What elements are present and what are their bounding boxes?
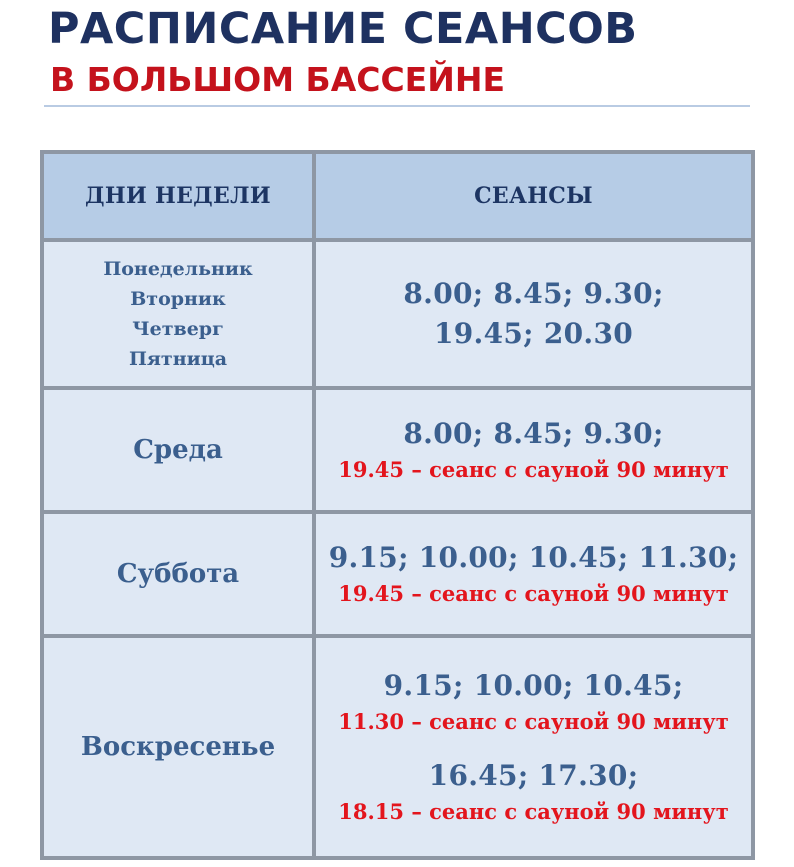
day-wednesday: Среда <box>133 435 223 465</box>
row-1-sessions <box>316 242 751 386</box>
day-thursday: Четверг <box>132 318 224 340</box>
row-2-sessions <box>316 390 751 510</box>
page-title: РАСПИСАНИЕ СЕАНСОВ <box>48 4 638 54</box>
row-3-sessions <box>316 514 751 634</box>
header-sessions-label: СЕАНСЫ <box>474 183 593 209</box>
session-times: 8.00; 8.45; 9.30; <box>403 417 664 450</box>
day-saturday: Суббота <box>116 559 240 589</box>
row-2-days <box>44 390 312 510</box>
day-tuesday: Вторник <box>130 288 226 310</box>
sauna-session: 11.30 – сеанс с сауной 90 минут <box>338 709 729 734</box>
session-times: 9.15; 10.00; 10.45; <box>383 669 684 702</box>
sauna-session: 19.45 – сеанс с сауной 90 минут <box>338 581 729 606</box>
session-times: 19.45; 20.30 <box>433 317 634 350</box>
header-days <box>44 154 312 238</box>
page-subtitle: В БОЛЬШОМ БАССЕЙНЕ <box>50 60 506 99</box>
row-1-days <box>44 242 312 386</box>
day-friday: Пятница <box>128 348 228 370</box>
session-times: 8.00; 8.45; 9.30; <box>403 277 664 310</box>
title-divider <box>44 105 750 107</box>
header-sessions <box>316 154 751 238</box>
day-monday: Понедельник <box>103 258 253 280</box>
row-4-days <box>44 638 312 856</box>
row-3-days <box>44 514 312 634</box>
header-days-label: ДНИ НЕДЕЛИ <box>85 183 271 209</box>
day-sunday: Воскресенье <box>80 732 276 762</box>
session-times: 9.15; 10.00; 10.45; 11.30; <box>328 541 739 574</box>
session-times: 16.45; 17.30; <box>428 759 639 792</box>
sauna-session: 19.45 – сеанс с сауной 90 минут <box>338 457 729 482</box>
row-4-sessions <box>316 638 751 856</box>
sauna-session: 18.15 – сеанс с сауной 90 минут <box>338 799 729 824</box>
